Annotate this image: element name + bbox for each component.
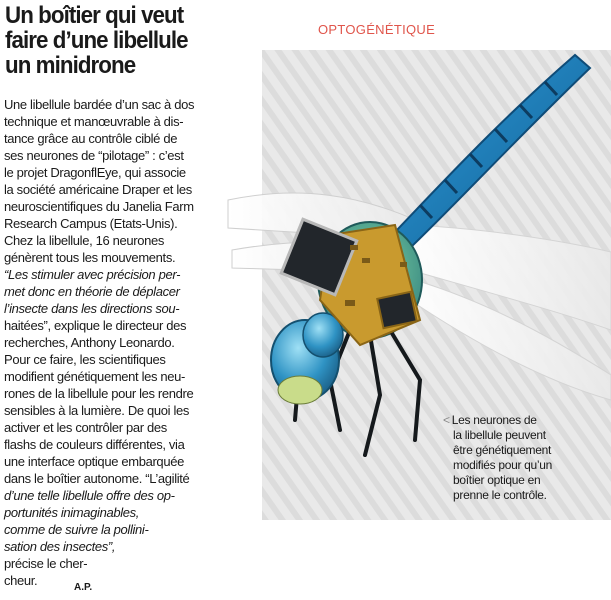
caption-line: Les neurones de — [451, 413, 537, 427]
article-headline — [5, 3, 214, 78]
body-line: Chez la libellule, 16 neurones — [4, 233, 165, 248]
body-line: sensibles à la lumière. De quoi les — [4, 403, 190, 418]
photo-caption — [443, 413, 603, 503]
body-line: met donc en théorie de déplacer — [4, 284, 180, 299]
caption-line: la libellule peuvent — [453, 428, 546, 442]
body-line: haitées”, explique le directeur des — [4, 318, 187, 333]
body-line: flashs de couleurs différentes, via — [4, 437, 185, 452]
caption-first-line — [443, 413, 603, 428]
author-byline: A.P. — [74, 582, 93, 593]
body-line: “Les stimuler avec précision per- — [4, 267, 181, 282]
body-line: la société américaine Draper et les — [4, 182, 192, 197]
article-body — [4, 96, 244, 589]
body-line: Research Campus (Etats-Unis). — [4, 216, 178, 231]
section-label: OPTOGÉNÉTIQUE — [318, 22, 436, 37]
body-line: neuroscientifiques du Janelia Farm — [4, 199, 194, 214]
body-line: précise le cher- — [4, 556, 88, 571]
body-line: l’insecte dans les directions sou- — [4, 301, 180, 316]
body-line: activer et les contrôler par des — [4, 420, 167, 435]
body-line: comme de suivre la pollini- — [4, 522, 149, 537]
caption-line: être génétiquement — [453, 443, 552, 457]
caption-line: boîtier optique en — [453, 473, 541, 487]
body-line: technique et manœuvrable à dis- — [4, 114, 184, 129]
body-line: génèrent tous les mouvements. — [4, 250, 176, 265]
body-line: d’une telle libellule offre des op- — [4, 488, 175, 503]
body-line: dans le boîtier autonome. “L’agilité — [4, 471, 190, 486]
body-line: tance grâce au contrôle ciblé de — [4, 131, 178, 146]
body-line: le projet DragonflEye, qui associe — [4, 165, 186, 180]
body-line: sation des insectes”, — [4, 539, 116, 554]
headline-line: Un boîtier qui veut — [5, 2, 184, 29]
body-line: Pour ce faire, les scientifiques — [4, 352, 166, 367]
body-line: modifient génétiquement les neu- — [4, 369, 186, 384]
headline-line: faire d’une libellule — [5, 27, 188, 54]
headline-line: un minidrone — [5, 52, 136, 79]
left-angle-caret-icon: < — [443, 413, 450, 427]
body-line: Une libellule bardée d’un sac à dos — [4, 97, 195, 112]
body-line: portunités inimaginables, — [4, 505, 140, 520]
body-line: recherches, Anthony Leonardo. — [4, 335, 175, 350]
body-line: ses neurones de “pilotage” : c’est — [4, 148, 184, 163]
body-line: une interface optique embarquée — [4, 454, 184, 469]
caption-line: prenne le contrôle. — [453, 488, 547, 502]
caption-line: modifiés pour qu’un — [453, 458, 553, 472]
body-line: rones de la libellule pour les rendre — [4, 386, 194, 401]
body-line: cheur. — [4, 573, 38, 588]
